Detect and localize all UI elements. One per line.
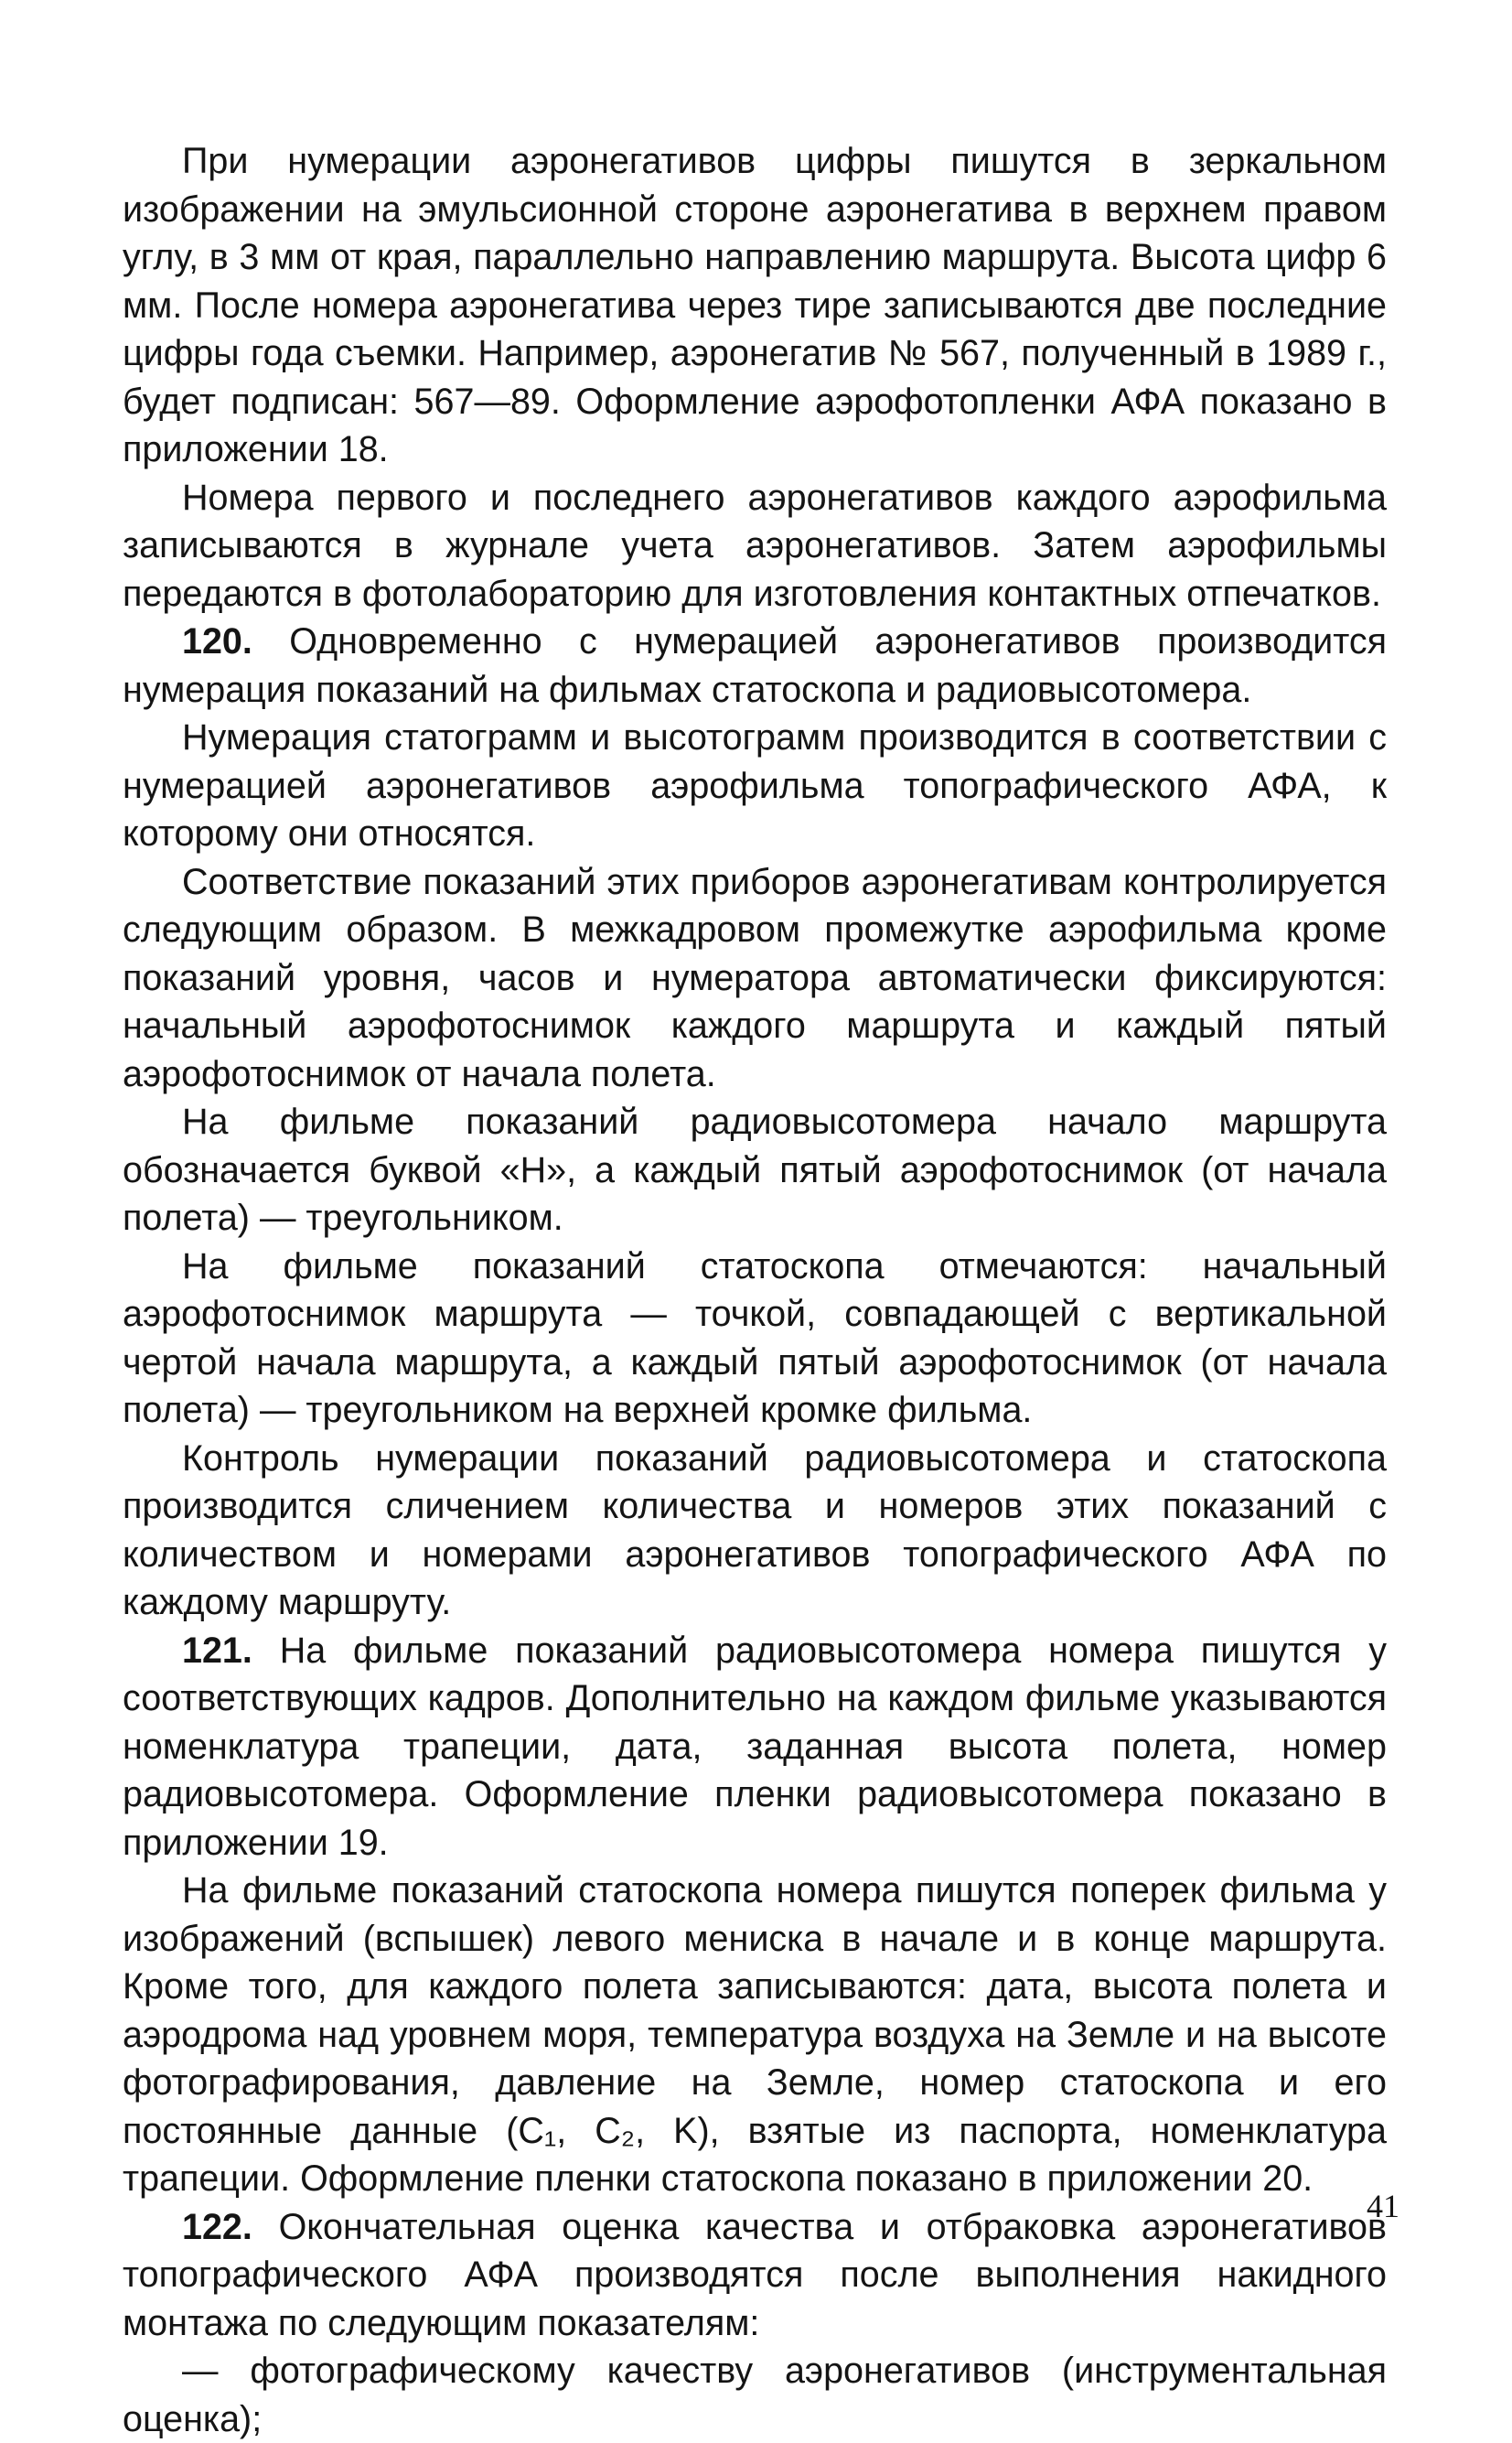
paragraph	[123, 474, 1387, 619]
page-body	[123, 137, 1387, 2443]
paragraph	[123, 1627, 1387, 1867]
paragraph-text: На фильме показаний статоскопа отмечаются: начальный аэрофотоснимок маршрута — точкой, совпадающей с вертикальной чертой начала маршрута, а каждый пятый аэрофотоснимок (от начала полета) — треугольником на верхней кромке фильма.	[123, 1245, 1387, 1430]
paragraph-text: Соответствие показаний этих приборов аэронегативам контролируется следующим образом. В межкадровом промежутке аэрофильма кроме показаний уровня, часов и нумератора автоматически фиксируются: начальный аэрофотоснимок каждого маршрута и каждый пятый аэрофотоснимок от начала полета.	[123, 861, 1387, 1094]
paragraph	[123, 1867, 1387, 2203]
section-number: 120.	[182, 621, 252, 662]
page-number: 41	[1367, 2188, 1399, 2224]
paragraph	[123, 2347, 1387, 2443]
paragraph	[123, 1243, 1387, 1435]
paragraph-text: На фильме показаний радиовысотомера номера пишутся у соответствующих кадров. Дополнительно на каждом фильме указываются номенклатура трапеции, дата, заданная высота полета, номер радиовысотомера. Оформление пленки радиовысотомера показано в приложении 19.	[123, 1630, 1387, 1863]
paragraph	[123, 714, 1387, 858]
paragraph-text: На фильме показаний статоскопа номера пишутся поперек фильма у изображений (вспышек) левого мениска в начале и в конце маршрута. Кроме того, для каждого полета записываются: дата, высота полета и аэродрома над уровнем моря, температура воздуха на Земле и на высоте фотографирования, давление на Земле, номер статоскопа и его постоянные данные (C₁, C₂, K), взятые из паспорта, номенклатура трапеции. Оформление пленки статоскопа показано в приложении 20.	[123, 1870, 1387, 2199]
paragraph	[123, 618, 1387, 714]
paragraph-text: Контроль нумерации показаний радиовысотомера и статоскопа производится сличением количества и номеров этих показаний с количеством и номерами аэронегативов топографического АФА по каждому маршруту.	[123, 1437, 1387, 1622]
paragraph-text: На фильме показаний радиовысотомера начало маршрута обозначается буквой «Н», а каждый пятый аэрофотоснимок (от начала полета) — треугольником.	[123, 1102, 1387, 1238]
section-number: 121.	[182, 1630, 252, 1671]
paragraph	[123, 1435, 1387, 1627]
paragraph-text: Нумерация статограмм и высотограмм производится в соответствии с нумерацией аэронегативов аэрофильма топографического АФА, к которому они относятся.	[123, 717, 1387, 854]
paragraph	[123, 137, 1387, 474]
paragraph	[123, 858, 1387, 1099]
paragraph	[123, 1098, 1387, 1243]
section-number: 122.	[182, 2206, 252, 2247]
paragraph-text: Окончательная оценка качества и отбраковка аэронегативов топографического АФА производятся после выполнения накидного монтажа по следующим показателям:	[123, 2206, 1387, 2343]
paragraph-text: Номера первого и последнего аэронегативов каждого аэрофильма записываются в журнале учета аэронегативов. Затем аэрофильмы передаются в фотолабораторию для изготовления контактных отпечатков.	[123, 477, 1387, 614]
paragraph-text: При нумерации аэронегативов цифры пишутся в зеркальном изображении на эмульсионной стороне аэронегатива в верхнем правом углу, в 3 мм от края, параллельно направлению маршрута. Высота цифр 6 мм. После номера аэронегатива через тире записываются две последние цифры года съемки. Например, аэронегатив № 567, полученный в 1989 г., будет подписан: 567—89. Оформление аэрофотопленки АФА показано в приложении 18.	[123, 141, 1387, 469]
paragraph	[123, 2203, 1387, 2348]
paragraph-text: — фотографическому качеству аэронегативов (инструментальная оценка);	[123, 2351, 1387, 2439]
paragraph-text: Одновременно с нумерацией аэронегативов производится нумерация показаний на фильмах статоскопа и радиовысотомера.	[123, 621, 1387, 710]
